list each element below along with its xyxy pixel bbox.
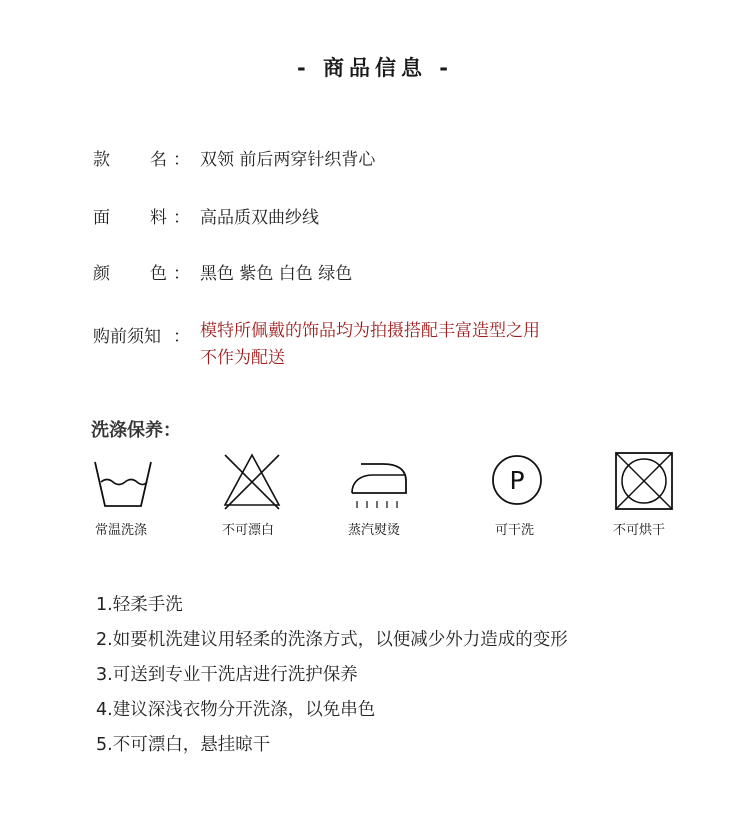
info-value-fabric: 高品质双曲纱线	[200, 208, 319, 228]
dry-clean-letter: P	[509, 466, 525, 495]
info-value-style: 双领 前后两穿针织背心	[200, 150, 376, 170]
colon: ：	[173, 150, 190, 170]
info-value-color: 黑色 紫色 白色 绿色	[200, 264, 353, 284]
care-label: 蒸汽熨烫	[348, 523, 401, 538]
colon: ：	[173, 208, 190, 228]
colon: ：	[173, 327, 190, 347]
label-char: 料	[150, 208, 167, 228]
list-item: 1.轻柔手洗	[96, 595, 183, 615]
wash-tub-icon	[92, 460, 154, 510]
care-notes	[96, 592, 568, 767]
page-title: - 商品信息 -	[296, 56, 454, 80]
label-char: 颜	[93, 264, 110, 284]
label-char: 面	[93, 208, 110, 228]
notice-line: 模特所佩戴的饰品均为拍摄搭配丰富造型之用	[200, 321, 540, 341]
care-label: 可干洗	[495, 523, 535, 538]
label-char: 款	[93, 150, 110, 170]
label-char: 色	[150, 264, 167, 284]
list-item: 5.不可漂白，悬挂晾干	[96, 735, 271, 755]
notice-line: 不作为配送	[200, 348, 285, 368]
care-label: 不可烘干	[613, 523, 666, 538]
care-label: 不可漂白	[222, 523, 275, 538]
list-item: 3.可送到专业干洗店进行洗护保养	[96, 665, 358, 685]
no-bleach-icon	[222, 452, 282, 512]
steam-iron-icon	[349, 455, 409, 511]
list-item: 2.如要机洗建议用轻柔的洗涤方式，以便减少外力造成的变形	[96, 630, 568, 650]
info-label-notice: 购前须知	[93, 327, 161, 347]
colon: ：	[173, 264, 190, 284]
dry-clean-p-icon	[491, 454, 543, 506]
label-char: 名	[150, 150, 167, 170]
no-tumble-dry-icon	[614, 451, 674, 511]
care-label: 常温洗涤	[95, 523, 148, 538]
info-value-notice	[200, 318, 540, 372]
list-item: 4.建议深浅衣物分开洗涤，以免串色	[96, 700, 376, 720]
care-title: 洗涤保养：	[91, 420, 181, 441]
